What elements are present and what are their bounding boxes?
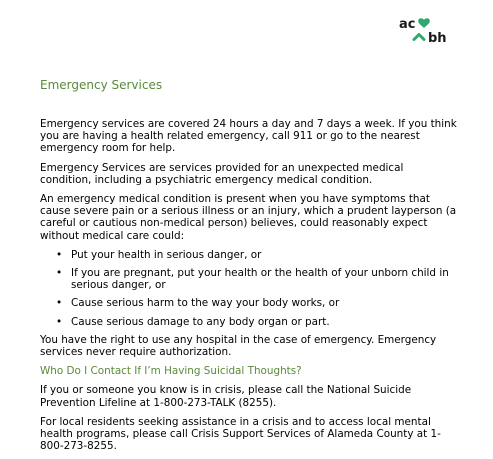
list-item-text: Cause serious harm to the way your body works, or	[71, 297, 340, 310]
lifeline-paragraph: If you or someone you know is in crisis, please call the National Suicide Prevention Lifeline at 1-800-273-TALK (8255).	[40, 384, 412, 409]
bullet-icon: •	[56, 297, 63, 310]
list-item	[40, 249, 458, 261]
bullet-icon: •	[56, 267, 63, 280]
suicidal-thoughts-subheading: Who Do I Contact If I’m Having Suicidal Thoughts?	[40, 365, 302, 378]
condition-paragraph: An emergency medical condition is present when you have symptoms that cause severe pain or a serious illness or an injury, which a prudent layperson (a careful or cautious non-medical person) believes, could reasonably expect without medical care could:	[40, 193, 457, 242]
bullet-icon: •	[56, 248, 63, 261]
list-item-text: If you are pregnant, put your health or the health of your unborn child in serious danger, or	[71, 267, 449, 292]
acbh-logo	[397, 17, 455, 47]
list-item	[40, 297, 458, 309]
list-item-text: Cause serious damage to any body organ or part.	[71, 315, 330, 328]
logo-text-top: ac	[399, 17, 416, 32]
logo-text-bottom: bh	[428, 31, 447, 46]
chevron-up-icon	[414, 35, 424, 40]
coverage-paragraph: Emergency services are covered 24 hours a day and 7 days a week. If you think you are having a health related emergency, call 911 or go to the nearest emergency room for help.	[40, 118, 457, 155]
document-body	[40, 118, 458, 459]
heart-icon	[418, 18, 430, 28]
symptom-list	[40, 249, 458, 328]
list-item-text: Put your health in serious danger, or	[71, 248, 262, 261]
list-item	[40, 267, 458, 291]
list-item	[40, 316, 458, 328]
definition-paragraph: Emergency Services are services provided for an unexpected medical condition, including a psychiatric emergency medical condition.	[40, 161, 404, 186]
crisis-support-paragraph: For local residents seeking assistance in a crisis and to access local mental health programs, please call Crisis Support Services of Alameda County at 1-800-273-8255.	[40, 415, 441, 453]
rights-paragraph: You have the right to use any hospital in the case of emergency. Emergency services never require authorization.	[40, 333, 437, 359]
bullet-icon: •	[56, 315, 63, 328]
page-title: Emergency Services	[40, 78, 163, 92]
